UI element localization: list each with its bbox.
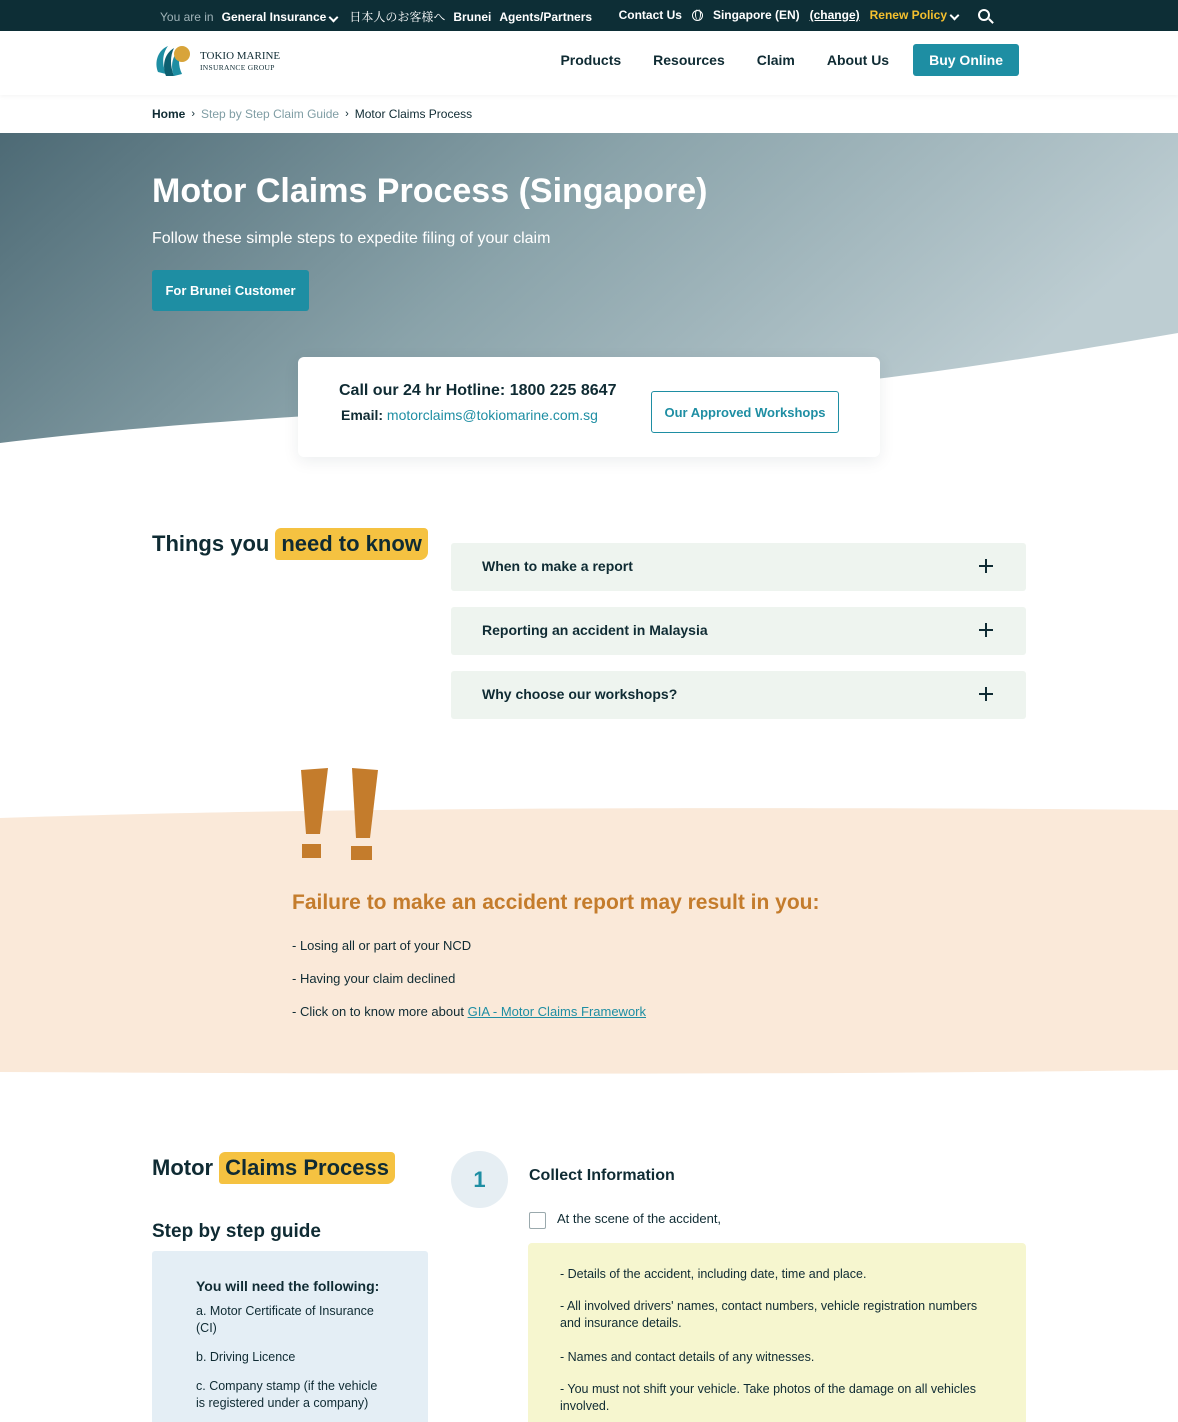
info-item: - Names and contact details of any witnesses. <box>560 1350 815 1364</box>
know-section-title <box>152 528 428 560</box>
chevron-down-icon <box>329 12 339 22</box>
segment-label: General Insurance <box>221 9 327 24</box>
globe-icon <box>692 10 703 21</box>
breadcrumb <box>152 107 472 121</box>
accordion-label: Why choose our workshops? <box>482 686 678 702</box>
know-title-plain: Things you <box>152 531 270 556</box>
utility-bar <box>0 0 1178 31</box>
process-title-plain: Motor <box>152 1155 214 1180</box>
checkbox-label: At the scene of the accident, <box>557 1211 722 1226</box>
email-link[interactable]: motorclaims@tokiomarine.com.sg <box>386 407 598 423</box>
search-icon[interactable] <box>978 9 990 21</box>
nav-about-us[interactable]: About Us <box>826 52 890 68</box>
japanese-link[interactable]: 日本人のお客様へ <box>349 10 446 24</box>
accordion-when-to-report[interactable] <box>451 543 1026 591</box>
breadcrumb-current: Motor Claims Process <box>354 107 473 121</box>
hotline-card <box>298 357 880 457</box>
info-item: - You must not shift your vehicle. Take photos of the damage on all vehicles involved. <box>560 1382 976 1413</box>
step-number-badge: 1 <box>451 1151 508 1208</box>
nav-products[interactable]: Products <box>560 52 622 68</box>
requirement-item: a. Motor Certificate of Insurance (CI) <box>196 1304 374 1335</box>
logo-mark-icon <box>152 42 192 82</box>
contact-link[interactable]: Contact Us <box>618 8 682 22</box>
know-title-highlight: need to know <box>275 528 428 560</box>
logo-line1: TOKIO MARINE <box>200 50 281 62</box>
warning-item: - Losing all or part of your NCD <box>292 938 472 953</box>
accordion-label: When to make a report <box>482 558 633 574</box>
info-item: - Details of the accident, including date, time and place. <box>560 1267 867 1281</box>
chevron-right-icon: › <box>345 108 349 120</box>
buy-online-button[interactable]: Buy Online <box>913 44 1019 76</box>
email-line <box>341 407 598 423</box>
gia-framework-link[interactable]: GIA - Motor Claims Framework <box>467 1004 647 1019</box>
step-guide-heading: Step by step guide <box>152 1221 321 1242</box>
main-nav <box>528 44 1019 76</box>
plus-icon <box>979 559 993 573</box>
process-section-title <box>152 1152 395 1184</box>
requirements-heading: You will need the following: <box>196 1278 380 1294</box>
logo[interactable] <box>152 42 280 82</box>
nav-claim[interactable]: Claim <box>756 52 795 68</box>
plus-icon <box>979 687 993 701</box>
plus-icon <box>979 623 993 637</box>
requirement-item: b. Driving Licence <box>196 1350 296 1364</box>
accordion-workshops[interactable] <box>451 671 1026 719</box>
requirements-box <box>152 1251 428 1422</box>
info-item: - All involved drivers' names, contact numbers, vehicle registration numbers and insurance details. <box>560 1299 978 1330</box>
requirement-item: c. Company stamp (if the vehicle is registered under a company) <box>196 1379 378 1410</box>
brunei-customer-button[interactable]: For Brunei Customer <box>152 270 309 311</box>
renew-policy-menu[interactable] <box>870 8 962 22</box>
warning-item: - Having your claim declined <box>292 971 456 986</box>
info-box <box>528 1243 1026 1422</box>
warning-item-prefix: - Click on to know more about <box>292 1004 464 1019</box>
step-title: Collect Information <box>529 1167 675 1184</box>
site-header <box>0 31 1178 95</box>
warning-item <box>292 1004 646 1019</box>
change-region-link[interactable]: (change) <box>809 8 860 22</box>
step-checkbox[interactable] <box>529 1212 546 1229</box>
region-label: Singapore (EN) <box>712 8 800 22</box>
process-title-highlight: Claims Process <box>219 1152 395 1184</box>
email-label: Email: <box>341 407 384 423</box>
breadcrumb-guide[interactable]: Step by Step Claim Guide <box>201 107 340 121</box>
you-are-in-label: You are in <box>160 9 214 24</box>
page-subtitle: Follow these simple steps to expedite filing of your claim <box>152 230 551 247</box>
brunei-link[interactable]: Brunei <box>453 9 492 24</box>
accordion-malaysia[interactable] <box>451 607 1026 655</box>
hotline-text: Call our 24 hr Hotline: 1800 225 8647 <box>339 382 617 399</box>
segment-selector[interactable] <box>222 10 342 24</box>
logo-text <box>200 50 280 74</box>
agents-link[interactable]: Agents/Partners <box>499 9 593 24</box>
page-title: Motor Claims Process (Singapore) <box>152 172 708 210</box>
nav-resources[interactable]: Resources <box>653 52 725 68</box>
warning-background <box>0 800 1178 1075</box>
chevron-right-icon: › <box>191 108 196 120</box>
approved-workshops-button[interactable]: Our Approved Workshops <box>651 391 839 433</box>
exclamation-icon <box>298 768 382 862</box>
renew-policy-label: Renew Policy <box>869 8 947 22</box>
logo-line2: INSURANCE GROUP <box>200 63 275 72</box>
chevron-down-icon <box>950 11 960 21</box>
accordion-label: Reporting an accident in Malaysia <box>482 622 708 638</box>
breadcrumb-home[interactable]: Home <box>152 107 186 121</box>
warning-title: Failure to make an accident report may result in you: <box>292 891 820 914</box>
